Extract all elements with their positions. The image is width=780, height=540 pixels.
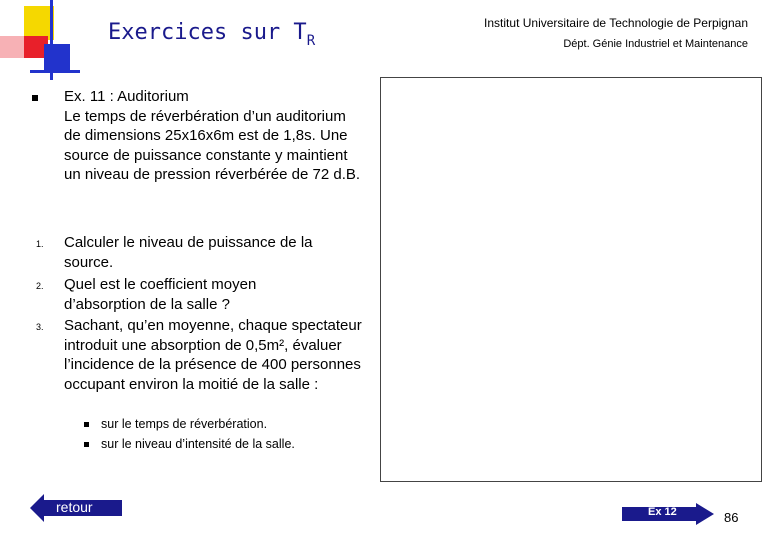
next-exercise-label[interactable]: Ex 12	[648, 506, 677, 518]
title-subscript: R	[306, 33, 316, 49]
question-text: Quel est le coefficient moyen d’absorption de la salle ?	[64, 276, 257, 313]
question-number: 1.	[36, 239, 44, 249]
title-main: Exercices sur T	[108, 20, 307, 45]
page-title	[108, 20, 316, 49]
bullet-square-icon	[32, 95, 38, 101]
department-name: Dépt. Génie Industriel et Maintenance	[563, 38, 748, 50]
sub-item: sur le temps de réverbération.	[101, 417, 268, 431]
page-number: 86	[724, 510, 739, 525]
logo-squares	[0, 0, 80, 90]
bullet-square-icon	[84, 422, 89, 427]
question-text: Sachant, qu’en moyenne, chaque spectateur introduit une absorption de 0,5m², évaluer l’incidence de la présence de 400 personnes occupant environ la moitié de la salle :	[64, 317, 362, 393]
bullet-square-icon	[84, 442, 89, 447]
question-number: 3.	[36, 322, 44, 332]
figure-frame	[380, 77, 762, 482]
back-button-label[interactable]: retour	[56, 499, 93, 515]
exercise-statement: Le temps de réverbération d’un auditorium de dimensions 25x16x6m est de 1,8s. Une source de puissance constante y maintient un niveau de pression réverbérée de 72 d.B.	[64, 107, 361, 183]
exercise-heading: Ex. 11 : Auditorium	[64, 88, 189, 105]
sub-item: sur le niveau d’intensité de la salle.	[101, 437, 295, 451]
exercise-block	[64, 87, 364, 185]
institution-name: Institut Universitaire de Technologie de Perpignan	[484, 16, 748, 30]
question-text: Calculer le niveau de puissance de la source.	[64, 234, 313, 271]
question-number: 2.	[36, 281, 44, 291]
